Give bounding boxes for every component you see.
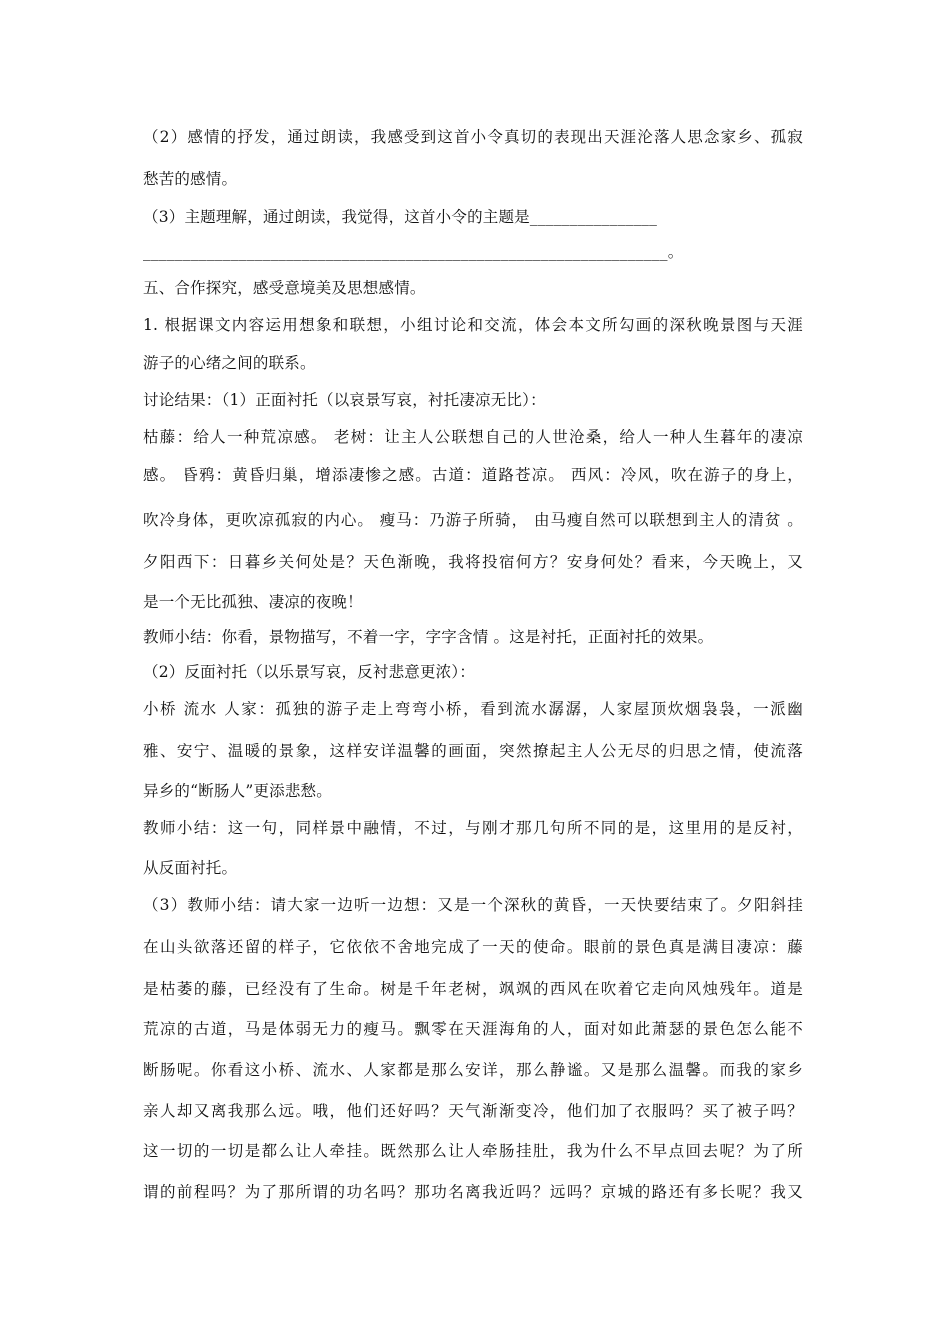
text-line: 谓的前程吗？为了那所谓的功名吗？那功名离我近吗？远吗？京城的路还有多长呢？我又 bbox=[143, 1183, 803, 1201]
text-line: 枯藤：给人一种荒凉感。 老树：让主人公联想自己的人世沧桑，给人一种人生暮年的凄凉 bbox=[143, 428, 803, 446]
text-line: （2）反面衬托（以乐景写哀，反衬悲意更浓）： bbox=[143, 663, 476, 681]
text-line: 从反面衬托。 bbox=[143, 859, 238, 877]
text-line: 教师小结：你看，景物描写，不着一字，字字含情 。这是衬托，正面衬托的效果。 bbox=[143, 628, 714, 646]
text-line: 愁苦的感情。 bbox=[143, 170, 238, 188]
section-heading: 五、合作探究，感受意境美及思想感情。 bbox=[143, 279, 426, 297]
text-line: 教师小结：这一句，同样景中融情，不过，与刚才那几句所不同的是，这里用的是反衬， bbox=[143, 819, 803, 837]
text-line: 讨论结果：（1）正面衬托（以哀景写哀，衬托凄凉无比）： bbox=[143, 391, 546, 409]
text-line: （3）主题理解，通过朗读，我觉得，这首小令的主题是________________ bbox=[143, 208, 658, 226]
text-line: 异乡的“断肠人”更添悲愁。 bbox=[143, 782, 332, 800]
text-line: 感。 昏鸦：黄昏归巢，增添凄惨之感。古道：道路苍凉。 西风：冷风，吹在游子的身上， bbox=[143, 466, 803, 484]
text-line: 游子的心绪之间的联系。 bbox=[143, 354, 316, 372]
text-line: 荒凉的古道，马是体弱无力的瘦马。飘零在天涯海角的人，面对如此萧瑟的景色怎么能不 bbox=[143, 1020, 803, 1038]
text-line: 是枯萎的藤，已经没有了生命。树是千年老树，飒飒的西风在吹着它走向风烛残年。道是 bbox=[143, 980, 803, 998]
text-line: 小桥 流水 人家：孤独的游子走上弯弯小桥，看到流水潺潺，人家屋顶炊烟袅袅，一派幽 bbox=[143, 700, 803, 718]
text-line: 雅、安宁、温暖的景象，这样安详温馨的画面，突然撩起主人公无尽的归思之情，使流落 bbox=[143, 742, 803, 760]
text-line: 1. 根据课文内容运用想象和联想，小组讨论和交流，体会本文所勾画的深秋晚景图与天涯 bbox=[143, 316, 803, 334]
text-line: （2）感情的抒发，通过朗读，我感受到这首小令真切的表现出天涯沦落人思念家乡、孤寂 bbox=[143, 128, 803, 146]
text-line: 吹冷身体，更吹凉孤寂的内心。 瘦马：乃游子所骑， 由马瘦自然可以联想到主人的清贫 。 bbox=[143, 511, 803, 529]
text-line: 在山头欲落还留的样子，它依依不舍地完成了一天的使命。眼前的景色真是满目凄凉：藤 bbox=[143, 938, 803, 956]
text-line: 是一个无比孤独、凄凉的夜晚！ bbox=[143, 593, 363, 611]
text-line: 亲人却又离我那么远。哦，他们还好吗？天气渐渐变冷，他们加了衣服吗？买了被子吗？ bbox=[143, 1102, 803, 1120]
text-line: __________________________________________________________________。 bbox=[143, 243, 684, 261]
text-line: （3）教师小结：请大家一边听一边想：又是一个深秋的黄昏，一天快要结束了。夕阳斜挂 bbox=[143, 896, 803, 914]
text-line: 断肠呢。你看这小桥、流水、人家都是那么安详，那么静谧。又是那么温馨。而我的家乡 bbox=[143, 1061, 803, 1079]
text-line: 夕阳西下：日暮乡关何处是？天色渐晚，我将投宿何方？安身何处？看来，今天晚上，又 bbox=[143, 553, 803, 571]
text-line: 这一切的一切是都么让人牵挂。既然那么让人牵肠挂肚，我为什么不早点回去呢？为了所 bbox=[143, 1142, 803, 1160]
